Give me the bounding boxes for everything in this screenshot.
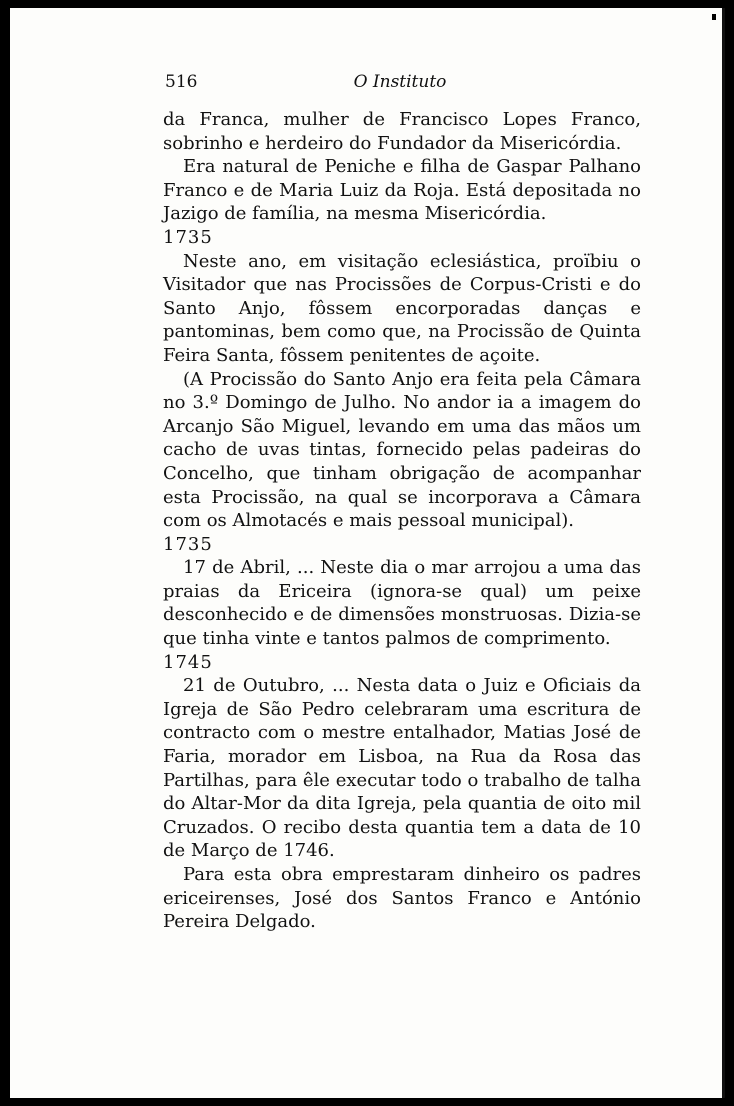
paragraph: Para esta obra emprestaram dinheiro os padres ericeirenses, José dos Santos Franco e António Pereira Delgado.	[163, 864, 641, 933]
year-heading: 1735	[163, 533, 213, 555]
running-title: O Instituto	[353, 72, 447, 92]
paragraph: (A Procissão do Santo Anjo era feita pela Câmara no 3.º Domingo de Julho. No andor ia a imagem do Arcanjo São Miguel, levando em uma das mãos um cacho de uvas tintas, fornecido pelas padeiras do Concelho, que tinham obrigação de acompanhar esta Procissão, na qual se incorporava a Câmara com os Almotacés e mais pessoal municipal).	[163, 368, 641, 532]
paragraph: Neste ano, em visitação eclesiástica, proïbiu o Visitador que nas Procissões de Corpus-Cristi e do Santo Anjo, fôssem encorporadas danças e pantominas, bem como que, na Procissão de Quinta Feira Santa, fôssem penitentes de açoite.	[163, 250, 641, 366]
paragraph: 21 de Outubro, ... Nesta data o Juiz e Oficiais da Igreja de São Pedro celebraram uma escritura de contracto com o mestre entalhador, Matias José de Faria, morador em Lisboa, na Rua da Rosa das Partilhas, para êle executar todo o trabalho de talha do Altar-Mor da dita Igreja, pela quantia de oito mil Cruzados. O recibo desta quantia tem a data de 10 de Março de 1746.	[163, 675, 641, 862]
page-body	[163, 108, 641, 934]
page-corner-mark	[712, 14, 716, 20]
paragraph: 17 de Abril, ... Neste dia o mar arrojou a uma das praias da Ericeira (ignora-se qual) um peixe desconhecido e de dimensões monstruosas. Dizia-se que tinha vinte e tantos palmos de comprimento.	[163, 557, 641, 650]
year-heading: 1745	[163, 651, 213, 673]
paragraph: da Franca, mulher de Francisco Lopes Franco, sobrinho e herdeiro do Fundador da Misericórdia.	[163, 109, 641, 154]
page-number: 516	[165, 72, 198, 92]
running-header	[165, 72, 635, 96]
book-page	[10, 8, 725, 1098]
year-heading: 1735	[163, 226, 213, 248]
paragraph: Era natural de Peniche e filha de Gaspar Palhano Franco e de Maria Luiz da Roja. Está depositada no Jazigo de família, na mesma Misericórdia.	[163, 156, 641, 225]
